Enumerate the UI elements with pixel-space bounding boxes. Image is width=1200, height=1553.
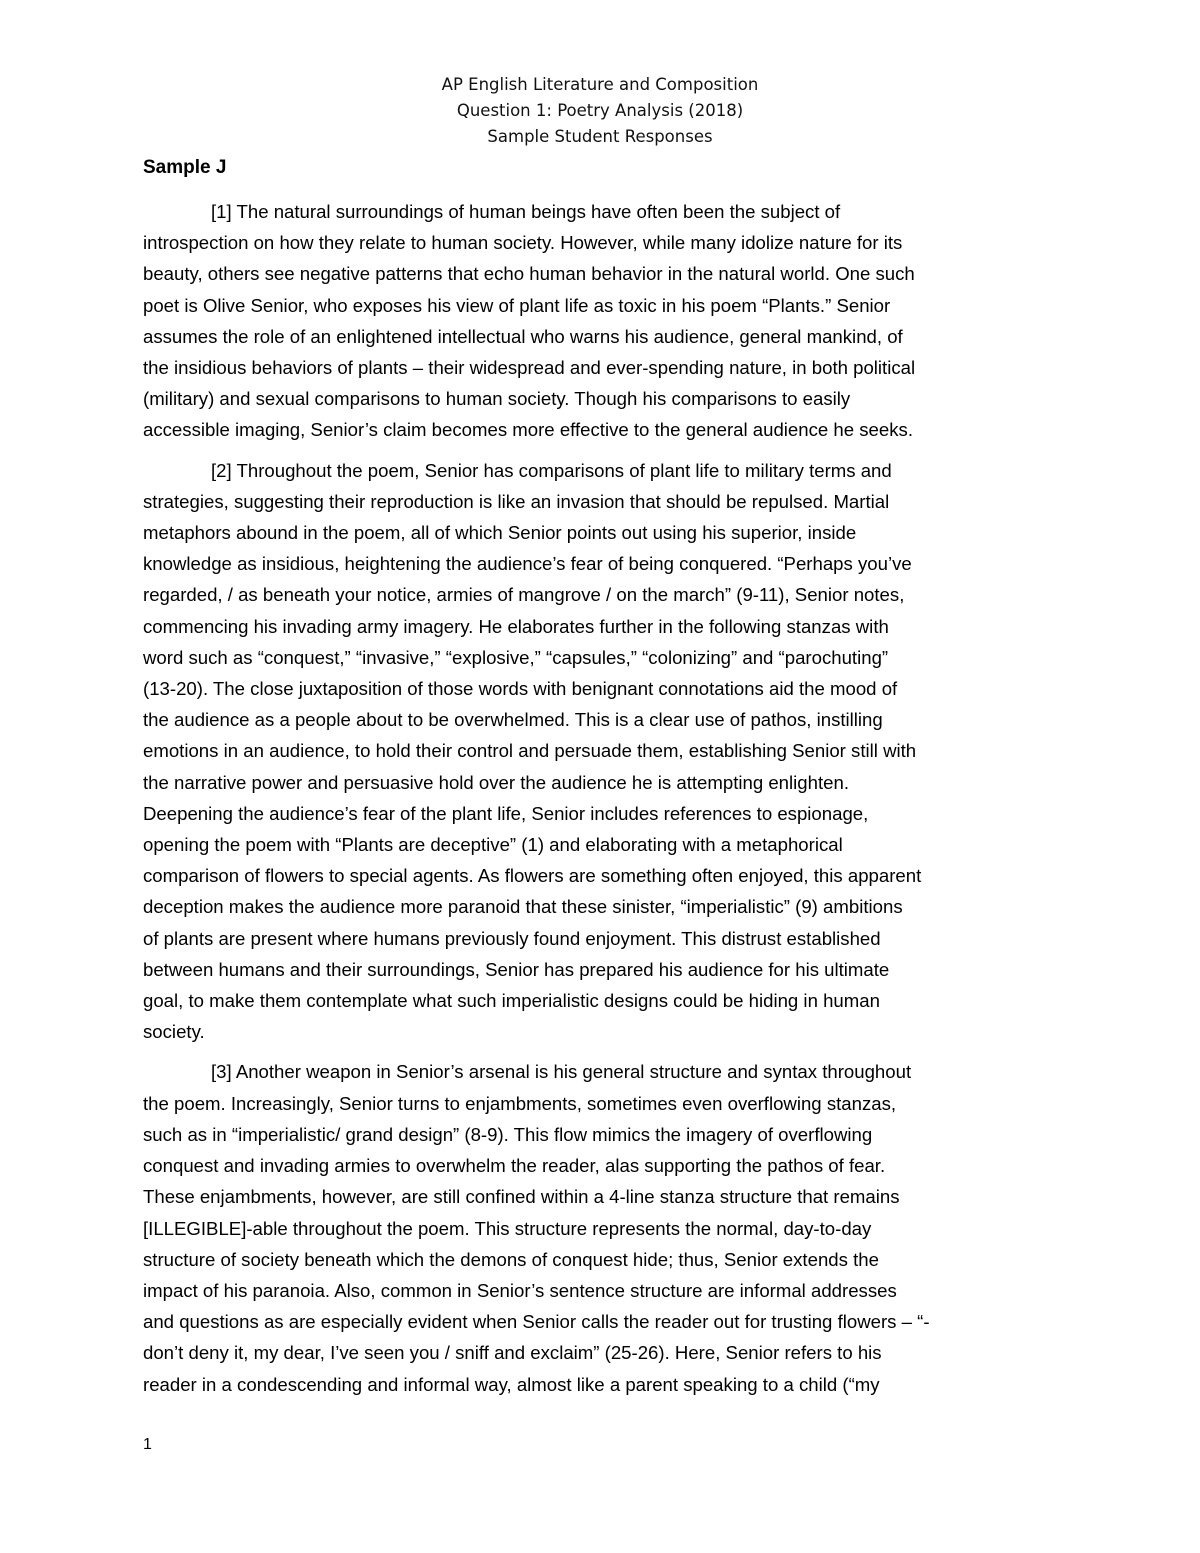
text-line: opening the poem with “Plants are deceptive” (1) and elaborating with a metaphorical xyxy=(143,834,843,856)
text-line: comparison of flowers to special agents. As flowers are something often enjoyed, this apparent xyxy=(143,865,922,887)
text-line: [ILLEGIBLE]-able throughout the poem. This structure represents the normal, day-to-day xyxy=(143,1217,872,1239)
text-line: [2] Throughout the poem, Senior has comparisons of plant life to military terms and xyxy=(211,459,892,481)
paragraph-1 xyxy=(143,196,1063,446)
text-line: (military) and sexual comparisons to human society. Though his comparisons to easily xyxy=(143,388,851,410)
text-line: of plants are present where humans previously found enjoyment. This distrust established xyxy=(143,927,881,949)
text-line: These enjambments, however, are still confined within a 4-line stanza structure that remains xyxy=(143,1186,900,1208)
header-course-title: AP English Literature and Composition xyxy=(441,75,759,94)
text-line: the audience as a people about to be overwhelmed. This is a clear use of pathos, instilling xyxy=(143,709,883,731)
text-line: word such as “conquest,” “invasive,” “explosive,” “capsules,” “colonizing” and “parochuting” xyxy=(143,646,889,668)
sample-heading: Sample J xyxy=(143,157,227,178)
text-line: deception makes the audience more paranoid that these sinister, “imperialistic” (9) ambitions xyxy=(143,896,903,918)
text-line: reader in a condescending and informal way, almost like a parent speaking to a child (“my xyxy=(143,1373,880,1395)
text-line: commencing his invading army imagery. He elaborates further in the following stanzas with xyxy=(143,615,889,637)
paragraph-3 xyxy=(143,1056,1063,1399)
text-line: structure of society beneath which the demons of conquest hide; thus, Senior extends the xyxy=(143,1248,879,1270)
header-subtitle: Sample Student Responses xyxy=(487,127,713,146)
text-line: accessible imaging, Senior’s claim becomes more effective to the general audience he seeks. xyxy=(143,419,913,441)
essay-body xyxy=(143,196,1063,1409)
text-line: the insidious behaviors of plants – their widespread and ever-spending nature, in both political xyxy=(143,357,916,379)
text-line: the poem. Increasingly, Senior turns to enjambments, sometimes even overflowing stanzas, xyxy=(143,1092,897,1114)
text-line: [1] The natural surroundings of human beings have often been the subject of xyxy=(211,201,841,222)
text-line: knowledge as insidious, heightening the audience’s fear of being conquered. “Perhaps you’ve xyxy=(143,553,912,575)
document-header xyxy=(0,72,1200,150)
text-line: [3] Another weapon in Senior’s arsenal is his general structure and syntax throughout xyxy=(211,1061,912,1083)
text-line: the narrative power and persuasive hold over the audience he is attempting enlighten. xyxy=(143,771,849,793)
text-line: poet is Olive Senior, who exposes his view of plant life as toxic in his poem “Plants.” Senior xyxy=(143,294,891,316)
text-line: conquest and invading armies to overwhelm the reader, alas supporting the pathos of fear. xyxy=(143,1155,886,1177)
text-line: beauty, others see negative patterns that echo human behavior in the natural world. One such xyxy=(143,263,915,285)
paragraph-2 xyxy=(143,455,1063,1048)
text-line: regarded, / as beneath your notice, armies of mangrove / on the march” (9-11), Senior notes, xyxy=(143,584,905,606)
header-question-title: Question 1: Poetry Analysis (2018) xyxy=(456,101,744,120)
text-line: Deepening the audience’s fear of the plant life, Senior includes references to espionage, xyxy=(143,802,869,824)
text-line: don’t deny it, my dear, I’ve seen you / sniff and exclaim” (25-26). Here, Senior refers to his xyxy=(143,1342,882,1364)
text-line: goal, to make them contemplate what such imperialistic designs could be hiding in human xyxy=(143,990,880,1012)
text-line: between humans and their surroundings, Senior has prepared his audience for his ultimate xyxy=(143,958,890,980)
text-line: strategies, suggesting their reproduction is like an invasion that should be repulsed. Martial xyxy=(143,490,890,512)
text-line: metaphors abound in the poem, all of which Senior points out using his superior, inside xyxy=(143,522,857,544)
text-line: (13-20). The close juxtaposition of those words with benignant connotations aid the mood of xyxy=(143,678,898,700)
text-line: society. xyxy=(143,1021,205,1043)
text-line: impact of his paranoia. Also, common in Senior’s sentence structure are informal addresses xyxy=(143,1279,897,1301)
text-line: and questions as are especially evident when Senior calls the reader out for trusting flowers – “- xyxy=(143,1311,930,1333)
page-number: 1 xyxy=(143,1436,152,1453)
text-line: assumes the role of an enlightened intellectual who warns his audience, general mankind, of xyxy=(143,325,903,347)
text-line: emotions in an audience, to hold their control and persuade them, establishing Senior still with xyxy=(143,740,917,762)
text-line: introspection on how they relate to human society. However, while many idolize nature for its xyxy=(143,232,903,254)
text-line: such as in “imperialistic/ grand design” (8-9). This flow mimics the imagery of overflowing xyxy=(143,1123,873,1145)
